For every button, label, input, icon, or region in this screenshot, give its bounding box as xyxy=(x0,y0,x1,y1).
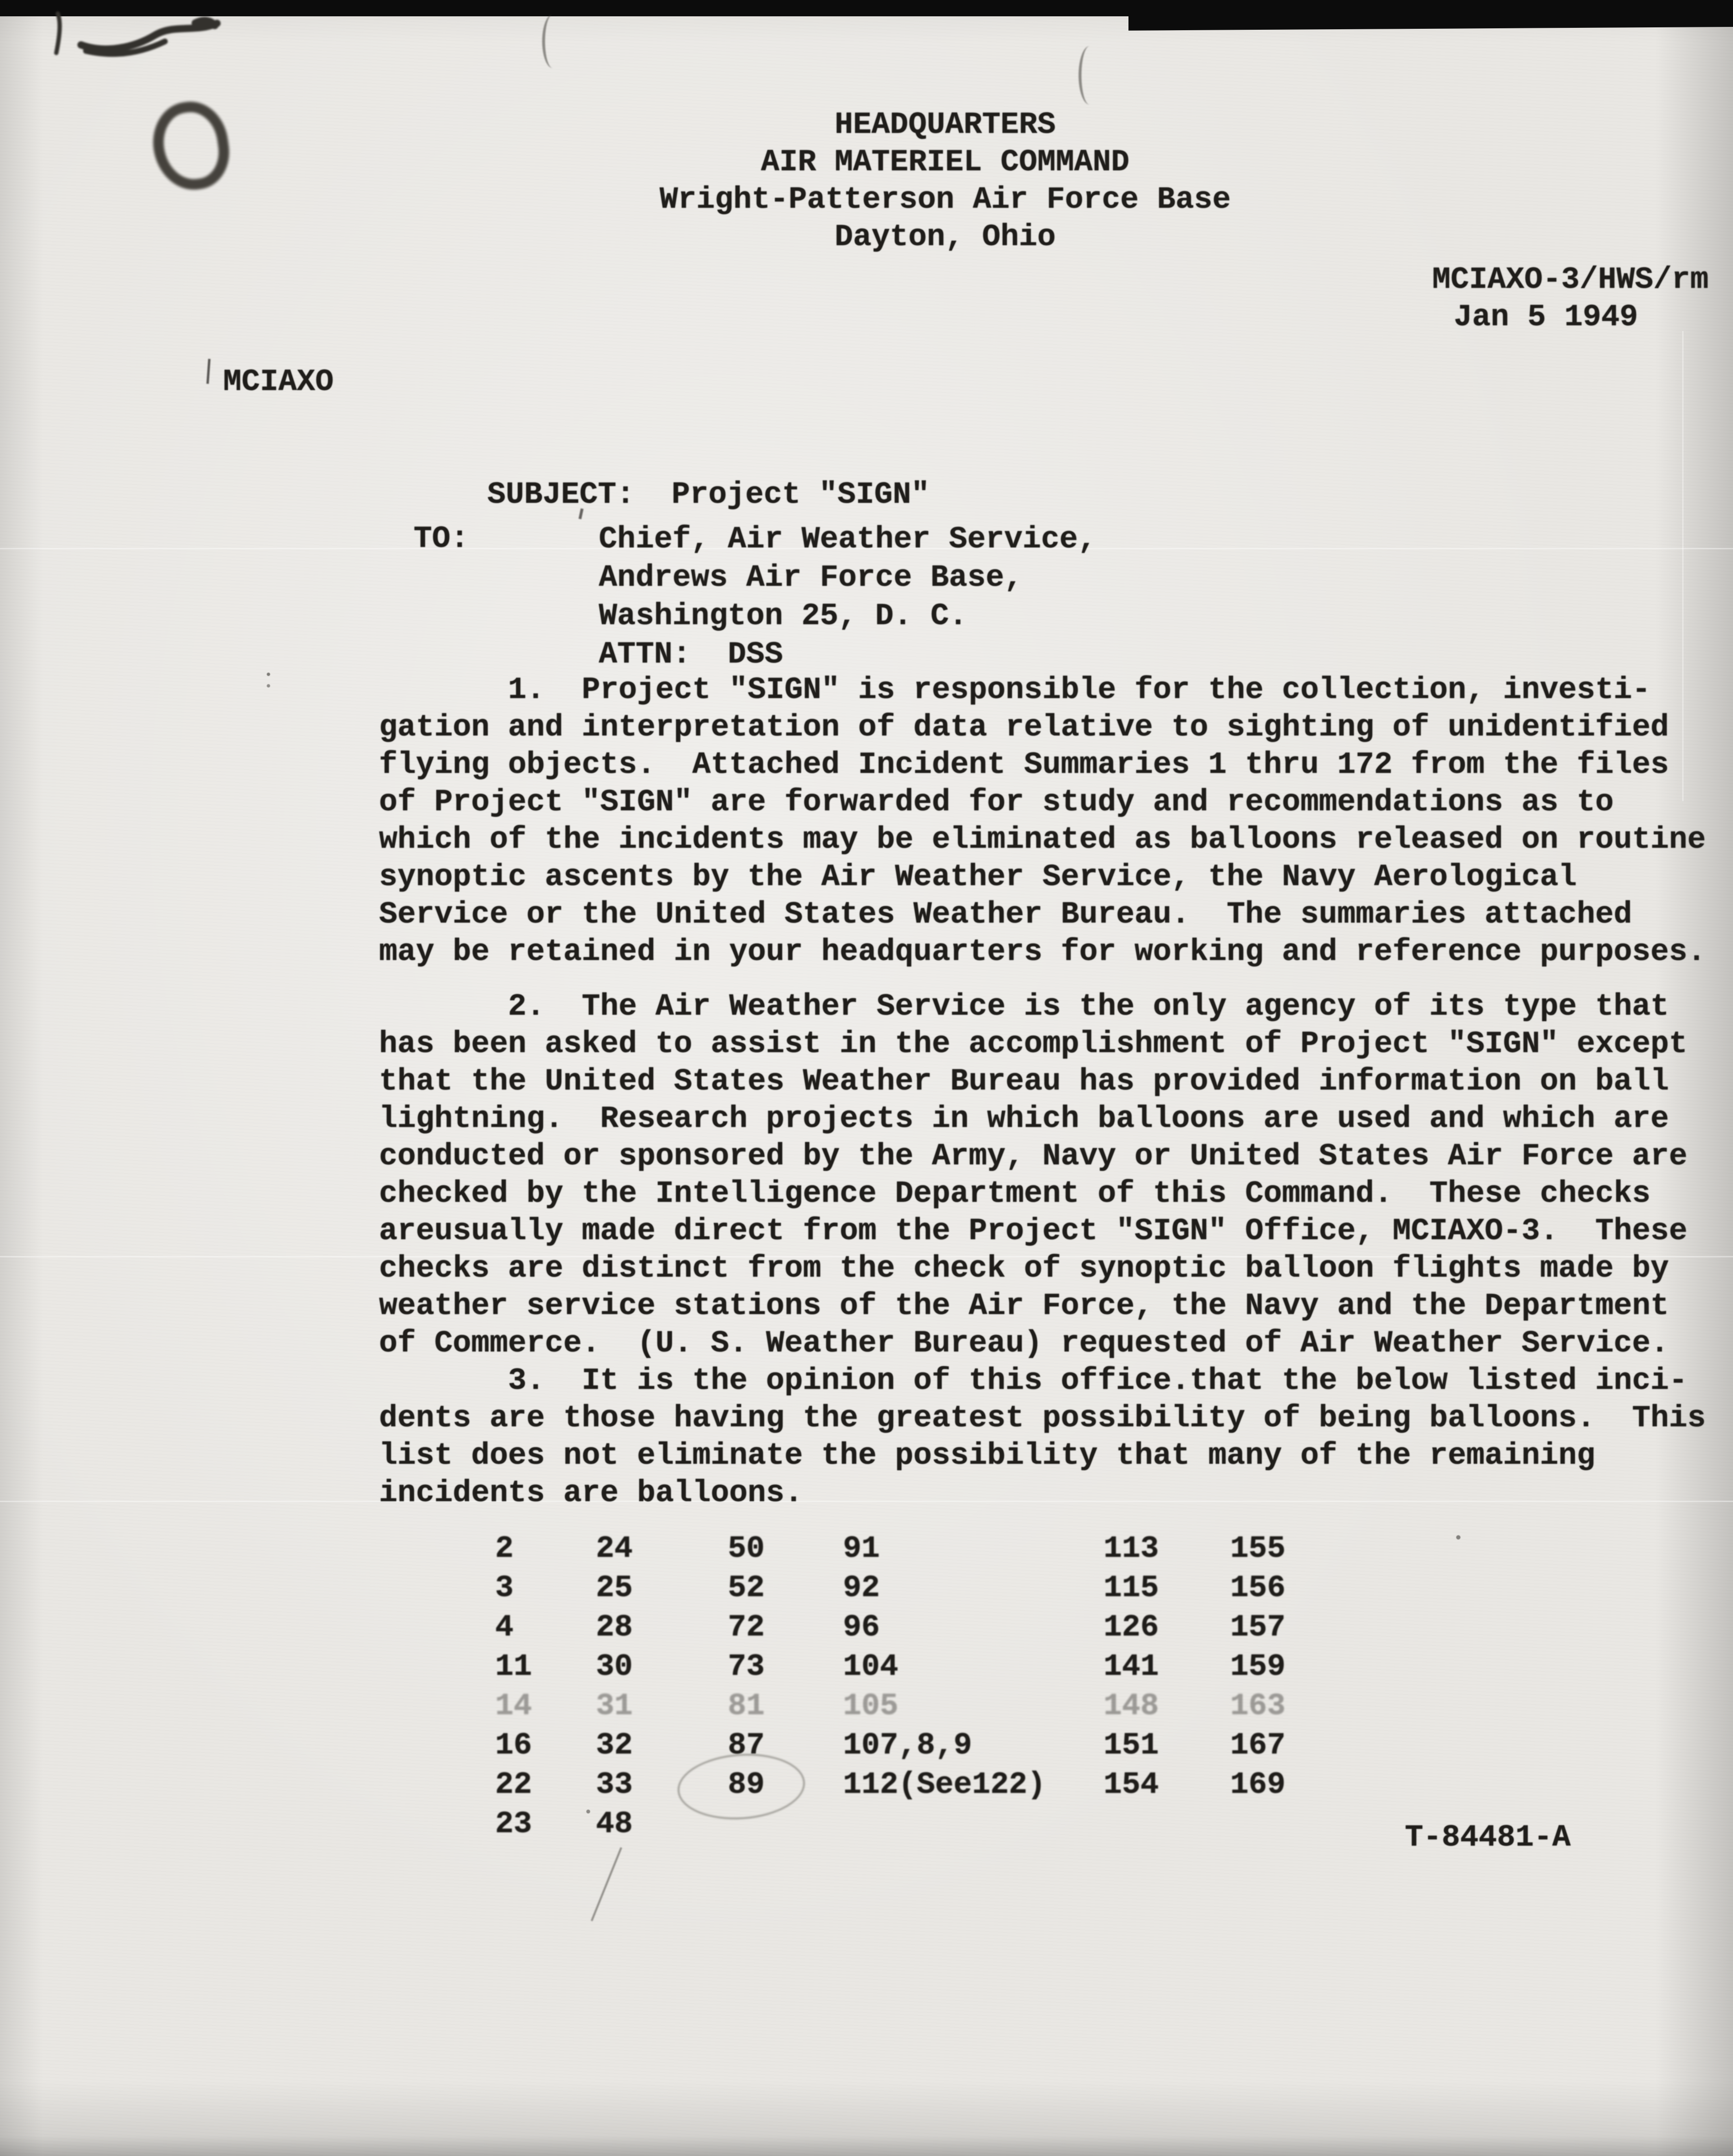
incident-number: 104 xyxy=(843,1650,899,1684)
scan-edge-bottom xyxy=(0,2136,1733,2156)
incident-number: 91 xyxy=(843,1532,880,1566)
paragraph-2-line: that the United States Weather Bureau has provided information on ball xyxy=(379,1065,1669,1099)
letterhead-line-city: Dayton, Ohio xyxy=(834,220,1056,255)
incident-number: 16 xyxy=(495,1729,532,1763)
incident-number: 50 xyxy=(728,1532,765,1566)
to-address-line: Andrews Air Force Base, xyxy=(599,561,1023,595)
paragraph-1-line: of Project "SIGN" are forwarded for study and recommendations as to xyxy=(379,785,1614,820)
incident-number: 73 xyxy=(728,1650,765,1684)
incident-number: 126 xyxy=(1104,1611,1159,1645)
stray-colon-mark xyxy=(267,673,270,676)
letterhead-line-command: AIR MATERIEL COMMAND xyxy=(760,145,1130,180)
incident-number: 28 xyxy=(596,1611,633,1645)
paragraph-1-line: may be retained in your headquarters for working and reference purposes. xyxy=(379,935,1706,970)
letterhead-line-base: Wright-Patterson Air Force Base xyxy=(659,183,1231,217)
stray-paren-mark xyxy=(1079,46,1101,105)
incident-number: 105 xyxy=(843,1689,899,1724)
to-label: TO: xyxy=(414,522,469,557)
incident-number: 23 xyxy=(495,1807,532,1842)
paragraph-2-line: of Commerce. (U. S. Weather Bureau) requested of Air Weather Service. xyxy=(379,1327,1669,1361)
incident-number: 156 xyxy=(1230,1571,1286,1606)
office-symbol: MCIAXO xyxy=(223,365,334,400)
incident-table-row xyxy=(495,1806,1551,1845)
stray-tick-mark xyxy=(206,359,211,384)
incident-number: 52 xyxy=(728,1571,765,1606)
incident-number: 148 xyxy=(1104,1689,1159,1724)
to-address-line: Washington 25, D. C. xyxy=(599,599,968,634)
paragraph-3 xyxy=(379,1362,1706,1512)
incident-number-table xyxy=(495,1530,1551,1845)
incident-number: 22 xyxy=(495,1768,532,1802)
paragraph-1-line: flying objects. Attached Incident Summaries 1 thru 172 from the files xyxy=(379,748,1669,782)
incident-number: 33 xyxy=(596,1768,633,1802)
pencil-slash-mark xyxy=(591,1847,622,1921)
incident-number: 11 xyxy=(495,1650,532,1684)
incident-table-row xyxy=(495,1570,1551,1609)
incident-number: 96 xyxy=(843,1611,880,1645)
incident-number: 169 xyxy=(1230,1768,1286,1802)
incident-number: 2 xyxy=(495,1532,514,1566)
incident-table-row xyxy=(495,1530,1551,1570)
incident-number: 48 xyxy=(596,1807,633,1842)
to-attn-line: ATTN: DSS xyxy=(599,638,783,672)
incident-table-row xyxy=(495,1688,1551,1727)
incident-number: 31 xyxy=(596,1689,633,1724)
incident-number: 24 xyxy=(596,1532,633,1566)
incident-number: 92 xyxy=(843,1571,880,1606)
paragraph-2-line: checks are distinct from the check of synoptic balloon flights made by xyxy=(379,1252,1669,1286)
reference-symbol: MCIAXO-3/HWS/rm xyxy=(1432,263,1709,297)
incident-number: 72 xyxy=(728,1611,765,1645)
paragraph-1-line: Service or the United States Weather Bureau. The summaries attached xyxy=(379,898,1632,932)
incident-number: 81 xyxy=(728,1689,765,1724)
paragraph-1-line: 1. Project "SIGN" is responsible for the collection, investi- xyxy=(379,673,1651,708)
incident-table-row xyxy=(495,1727,1551,1766)
to-address-line: Chief, Air Weather Service, xyxy=(599,522,1096,557)
date-line: Jan 5 1949 xyxy=(1454,300,1638,335)
incident-table-row xyxy=(495,1609,1551,1648)
paragraph-2-line: lightning. Research projects in which balloons are used and which are xyxy=(379,1102,1669,1137)
incident-number: 154 xyxy=(1104,1768,1159,1802)
paragraph-2 xyxy=(379,988,1687,1362)
paragraph-2-line: checked by the Intelligence Department of this Command. These checks xyxy=(379,1177,1651,1211)
incident-number: 115 xyxy=(1104,1571,1159,1606)
paragraph-2-line: 2. The Air Weather Service is the only agency of its type that xyxy=(379,990,1669,1024)
incident-number: 163 xyxy=(1230,1689,1286,1724)
incident-number: 14 xyxy=(495,1689,532,1724)
paragraph-3-line: list does not eliminate the possibility that many of the remaining xyxy=(379,1439,1595,1473)
incident-number: 155 xyxy=(1230,1532,1286,1566)
incident-number: 107,8,9 xyxy=(843,1729,972,1763)
incident-table-row xyxy=(495,1766,1551,1806)
scan-edge-top-right xyxy=(1128,0,1733,31)
reference-block xyxy=(1432,261,1709,336)
ink-blob-stamp xyxy=(148,97,234,195)
paragraph-1-line: gation and interpretation of data relative to sighting of unidentified xyxy=(379,711,1669,745)
paragraph-1 xyxy=(379,672,1706,971)
incident-number: 25 xyxy=(596,1571,633,1606)
handwriting-smudge xyxy=(51,3,235,62)
incident-table-row xyxy=(495,1648,1551,1688)
incident-number: 30 xyxy=(596,1650,633,1684)
stray-paren-mark xyxy=(542,14,563,68)
incident-number: 141 xyxy=(1104,1650,1159,1684)
incident-number: 4 xyxy=(495,1611,514,1645)
paragraph-2-line: conducted or sponsored by the Army, Navy or United States Air Force are xyxy=(379,1139,1687,1174)
paragraph-3-line: incidents are balloons. xyxy=(379,1476,803,1511)
incident-number: 159 xyxy=(1230,1650,1286,1684)
incident-number: 87 xyxy=(728,1729,765,1763)
paragraph-1-line: synoptic ascents by the Air Weather Service, the Navy Aerological xyxy=(379,860,1577,895)
incident-number: 167 xyxy=(1230,1729,1286,1763)
incident-number: 151 xyxy=(1104,1729,1159,1763)
paragraph-3-line: 3. It is the opinion of this office.that the below listed inci- xyxy=(379,1364,1687,1398)
incident-number: 157 xyxy=(1230,1611,1286,1645)
paragraph-1-line: which of the incidents may be eliminated as balloons released on routine xyxy=(379,823,1706,857)
incident-number: 3 xyxy=(495,1571,514,1606)
subject-value: Project "SIGN" xyxy=(671,478,930,512)
incident-number: 89 xyxy=(728,1766,765,1804)
letterhead xyxy=(638,107,1252,256)
paragraph-2-line: areusually made direct from the Project "SIGN" Office, MCIAXO-3. These xyxy=(379,1214,1687,1249)
paragraph-2-line: has been asked to assist in the accomplishment of Project "SIGN" except xyxy=(379,1027,1687,1062)
letterhead-line-headquarters: HEADQUARTERS xyxy=(834,108,1056,142)
incident-number: 32 xyxy=(596,1729,633,1763)
paragraph-2-line: weather service stations of the Air Force, the Navy and the Department xyxy=(379,1289,1669,1324)
to-address xyxy=(599,521,1096,674)
paragraph-3-line: dents are those having the greatest possibility of being balloons. This xyxy=(379,1401,1706,1436)
incident-number: 113 xyxy=(1104,1532,1159,1566)
subject-label: SUBJECT: xyxy=(487,478,635,512)
incident-number: 112(See122) xyxy=(843,1768,1046,1802)
document-id: T-84481-A xyxy=(1405,1821,1571,1855)
